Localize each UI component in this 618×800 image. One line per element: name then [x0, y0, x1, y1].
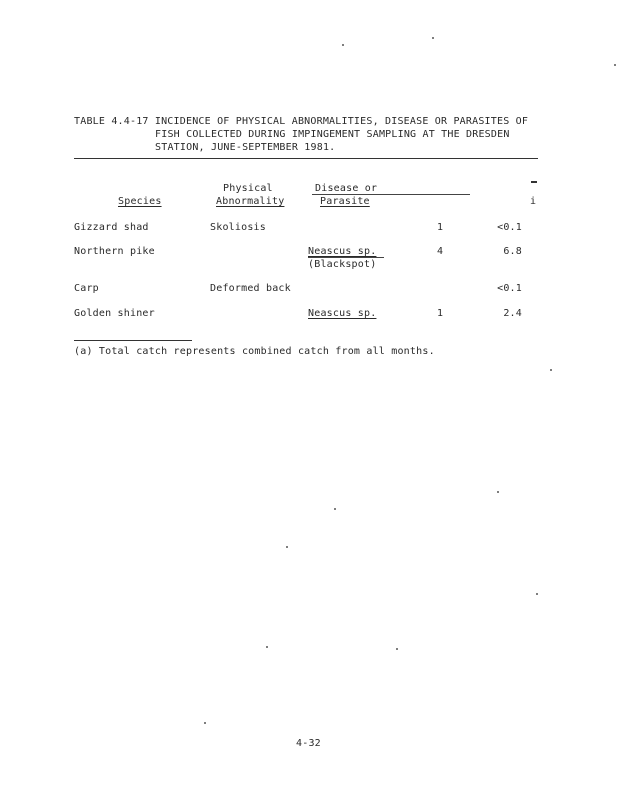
scan-speck	[334, 508, 336, 510]
row-2-percent: 6.8	[503, 246, 522, 257]
scan-speck	[342, 44, 344, 46]
row-1-abnormality: Skoliosis	[210, 222, 266, 233]
scan-speck	[614, 64, 616, 66]
row-4-count: 1	[437, 308, 444, 319]
scan-speck	[550, 369, 552, 371]
row-2-parasite: Neascus sp.	[308, 246, 377, 257]
scan-speck	[204, 722, 206, 724]
header-group-rule	[312, 194, 470, 195]
row-2-parasite-note: (Blackspot)	[308, 259, 377, 270]
row-2-count: 4	[437, 246, 444, 257]
row-3-percent: <0.1	[497, 283, 522, 294]
row-2-parasite-rule	[308, 257, 384, 258]
table-title-line-2: FISH COLLECTED DURING IMPINGEMENT SAMPLING AT THE DRESDEN	[155, 129, 510, 140]
row-4-parasite: Neascus sp.	[308, 308, 377, 319]
footnote-rule	[74, 340, 192, 341]
scan-speck	[536, 593, 538, 595]
scan-speck	[497, 491, 499, 493]
header-disease-line-2: Parasite	[320, 196, 370, 207]
scan-speck	[432, 37, 434, 39]
row-3-abnormality: Deformed back	[210, 283, 291, 294]
row-1-count: 1	[437, 222, 444, 233]
header-disease-line-1: Disease or	[315, 183, 378, 194]
table-top-rule	[74, 158, 538, 159]
scan-speck	[286, 546, 288, 548]
header-right-mark: i	[530, 196, 537, 207]
column-mark-dash	[531, 181, 537, 183]
row-3-species: Carp	[74, 283, 99, 294]
row-1-species: Gizzard shad	[74, 222, 149, 233]
scan-speck	[396, 648, 398, 650]
row-2-species: Northern pike	[74, 246, 155, 257]
row-1-percent: <0.1	[497, 222, 522, 233]
page-number: 4-32	[296, 738, 321, 749]
header-physical-line-1: Physical	[223, 183, 273, 194]
row-4-species: Golden shiner	[74, 308, 155, 319]
scan-speck	[266, 646, 268, 648]
footnote: (a) Total catch represents combined catch from all months.	[74, 346, 435, 357]
table-title-line-1: TABLE 4.4-17 INCIDENCE OF PHYSICAL ABNORMALITIES, DISEASE OR PARASITES OF	[74, 116, 529, 127]
header-species: Species	[118, 196, 162, 207]
row-4-percent: 2.4	[503, 308, 522, 319]
header-physical-line-2: Abnormality	[216, 196, 285, 207]
table-title-line-3: STATION, JUNE-SEPTEMBER 1981.	[155, 142, 336, 153]
